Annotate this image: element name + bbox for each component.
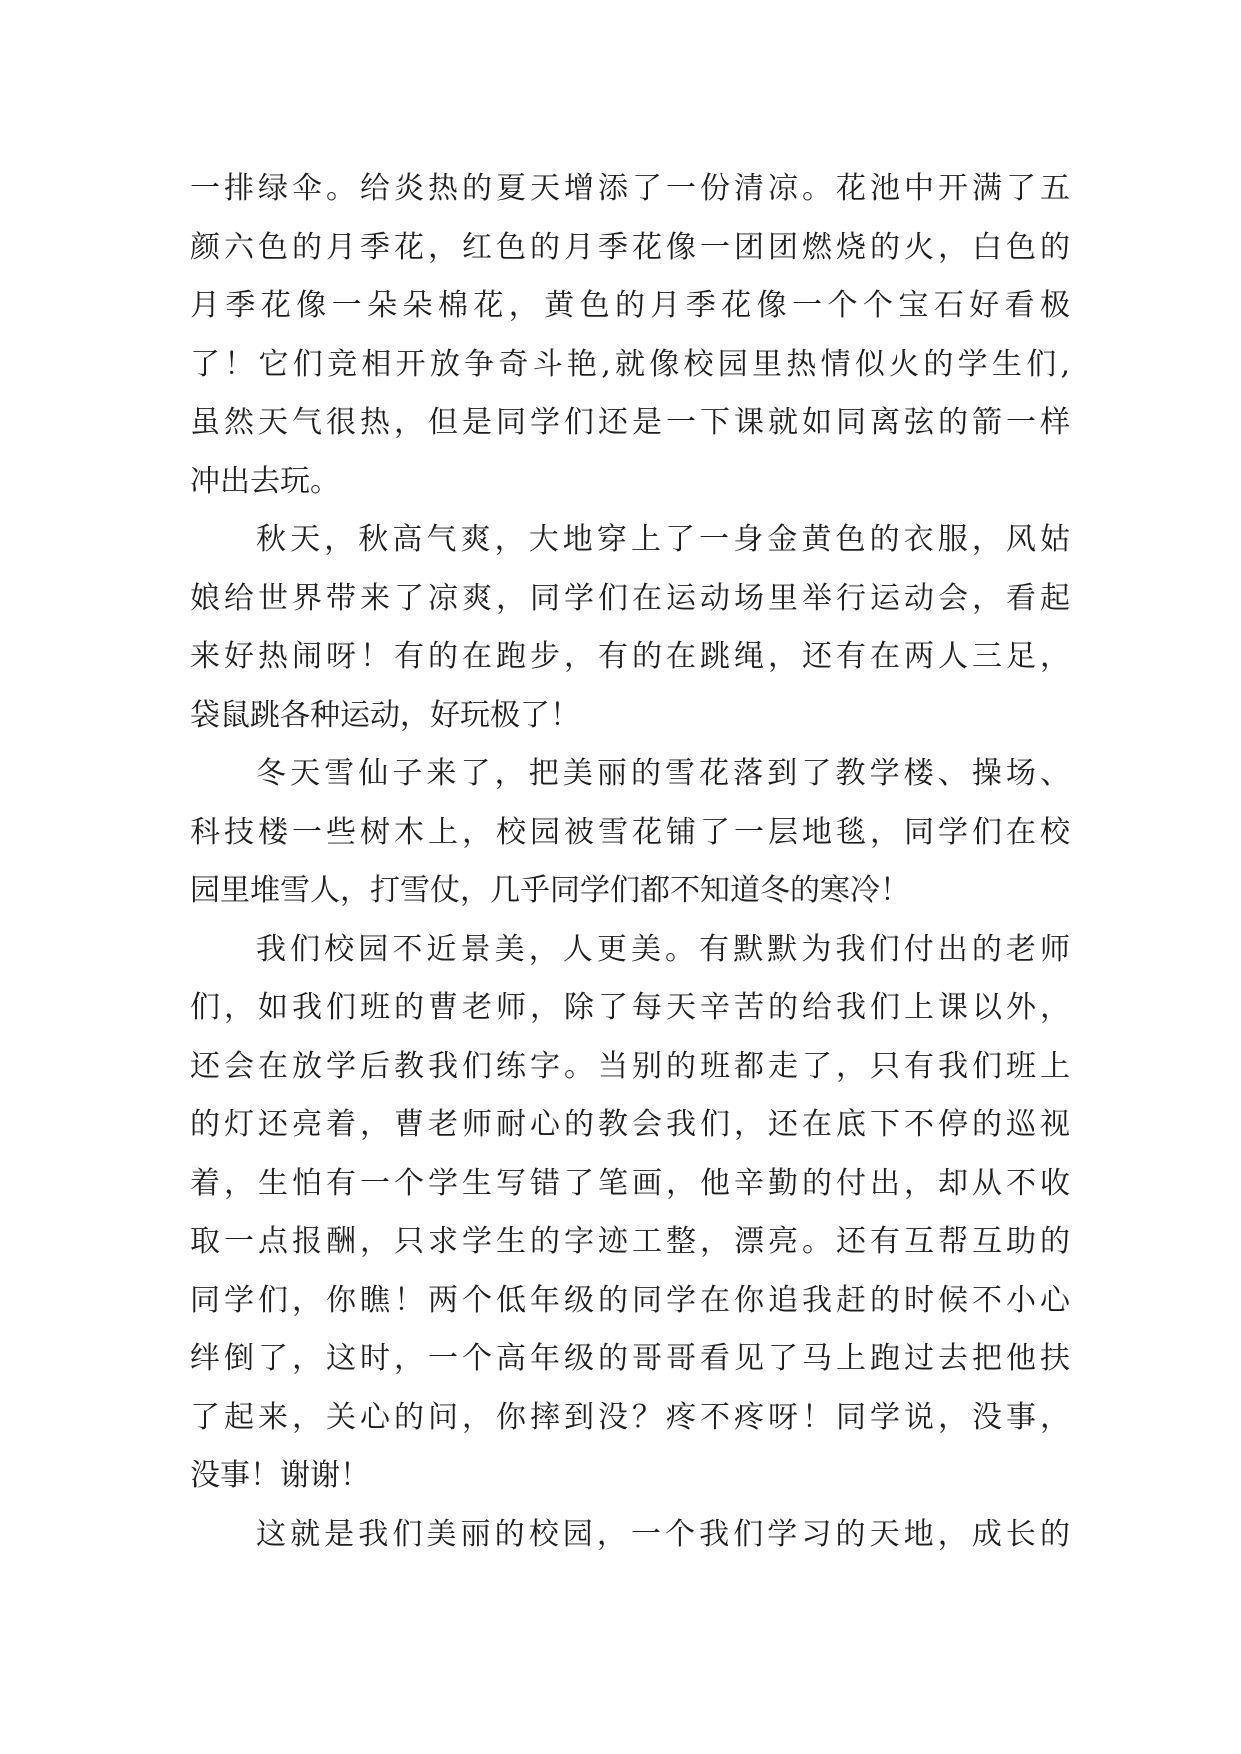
- text-line: 绊倒了，这时，一个高年级的哥哥看见了马上跑过去把他扶: [190, 1341, 1070, 1376]
- text-line: 同学们，你瞧！两个低年级的同学在你追我赶的时候不小心: [190, 1282, 1070, 1318]
- text-line: 园里堆雪人，打雪仗，几乎同学们都不知道冬的寒冷！: [190, 873, 910, 908]
- text-line: 娘给世界带来了凉爽，同学们在运动场里举行运动会，看起: [190, 580, 1070, 616]
- text-line: 取一点报酬，只求学生的字迹工整，漂亮。还有互帮互助的: [190, 1224, 1070, 1259]
- text-line: 科技楼一些树木上，校园被雪花铺了一层地毯，同学们在校: [190, 814, 1070, 850]
- text-line: 着，生怕有一个学生写错了笔画，他辛勤的付出，却从不收: [190, 1165, 1070, 1201]
- text-line: 冬天雪仙子来了，把美丽的雪花落到了教学楼、操场、: [256, 756, 1070, 791]
- text-line: 的灯还亮着，曹老师耐心的教会我们，还在底下不停的巡视: [190, 1107, 1070, 1142]
- text-line: 没事！谢谢！: [190, 1458, 370, 1493]
- body-text: [190, 160, 1070, 1564]
- text-line: 我们校园不近景美，人更美。有默默为我们付出的老师: [256, 931, 1070, 967]
- text-line: 来好热闹呀！有的在跑步，有的在跳绳，还有在两人三足，: [190, 639, 1070, 674]
- text-line: 们，如我们班的曹老师，除了每天辛苦的给我们上课以外，: [190, 990, 1070, 1025]
- text-line: 了起来，关心的问，你摔到没？疼不疼呀！同学说，没事，: [190, 1399, 1070, 1435]
- text-line: 了！它们竞相开放争奇斗艳,就像校园里热情似火的学生们,: [190, 346, 1070, 382]
- text-line: 月季花像一朵朵棉花，黄色的月季花像一个个宝石好看极: [190, 288, 1070, 323]
- text-line: 还会在放学后教我们练字。当别的班都走了，只有我们班上: [190, 1048, 1070, 1084]
- text-line: 秋天，秋高气爽，大地穿上了一身金黄色的衣服，风姑: [256, 522, 1070, 557]
- text-line: 虽然天气很热，但是同学们还是一下课就如同离弦的箭一样: [190, 405, 1070, 440]
- text-line: 袋鼠跳各种运动，好玩极了！: [190, 697, 580, 733]
- text-line: 颜六色的月季花，红色的月季花像一团团燃烧的火，白色的: [190, 229, 1070, 265]
- text-line: 一排绿伞。给炎热的夏天增添了一份清凉。花池中开满了五: [190, 171, 1070, 206]
- text-line: 这就是我们美丽的校园，一个我们学习的天地，成长的: [256, 1516, 1070, 1552]
- text-line: 冲出去玩。: [190, 463, 340, 499]
